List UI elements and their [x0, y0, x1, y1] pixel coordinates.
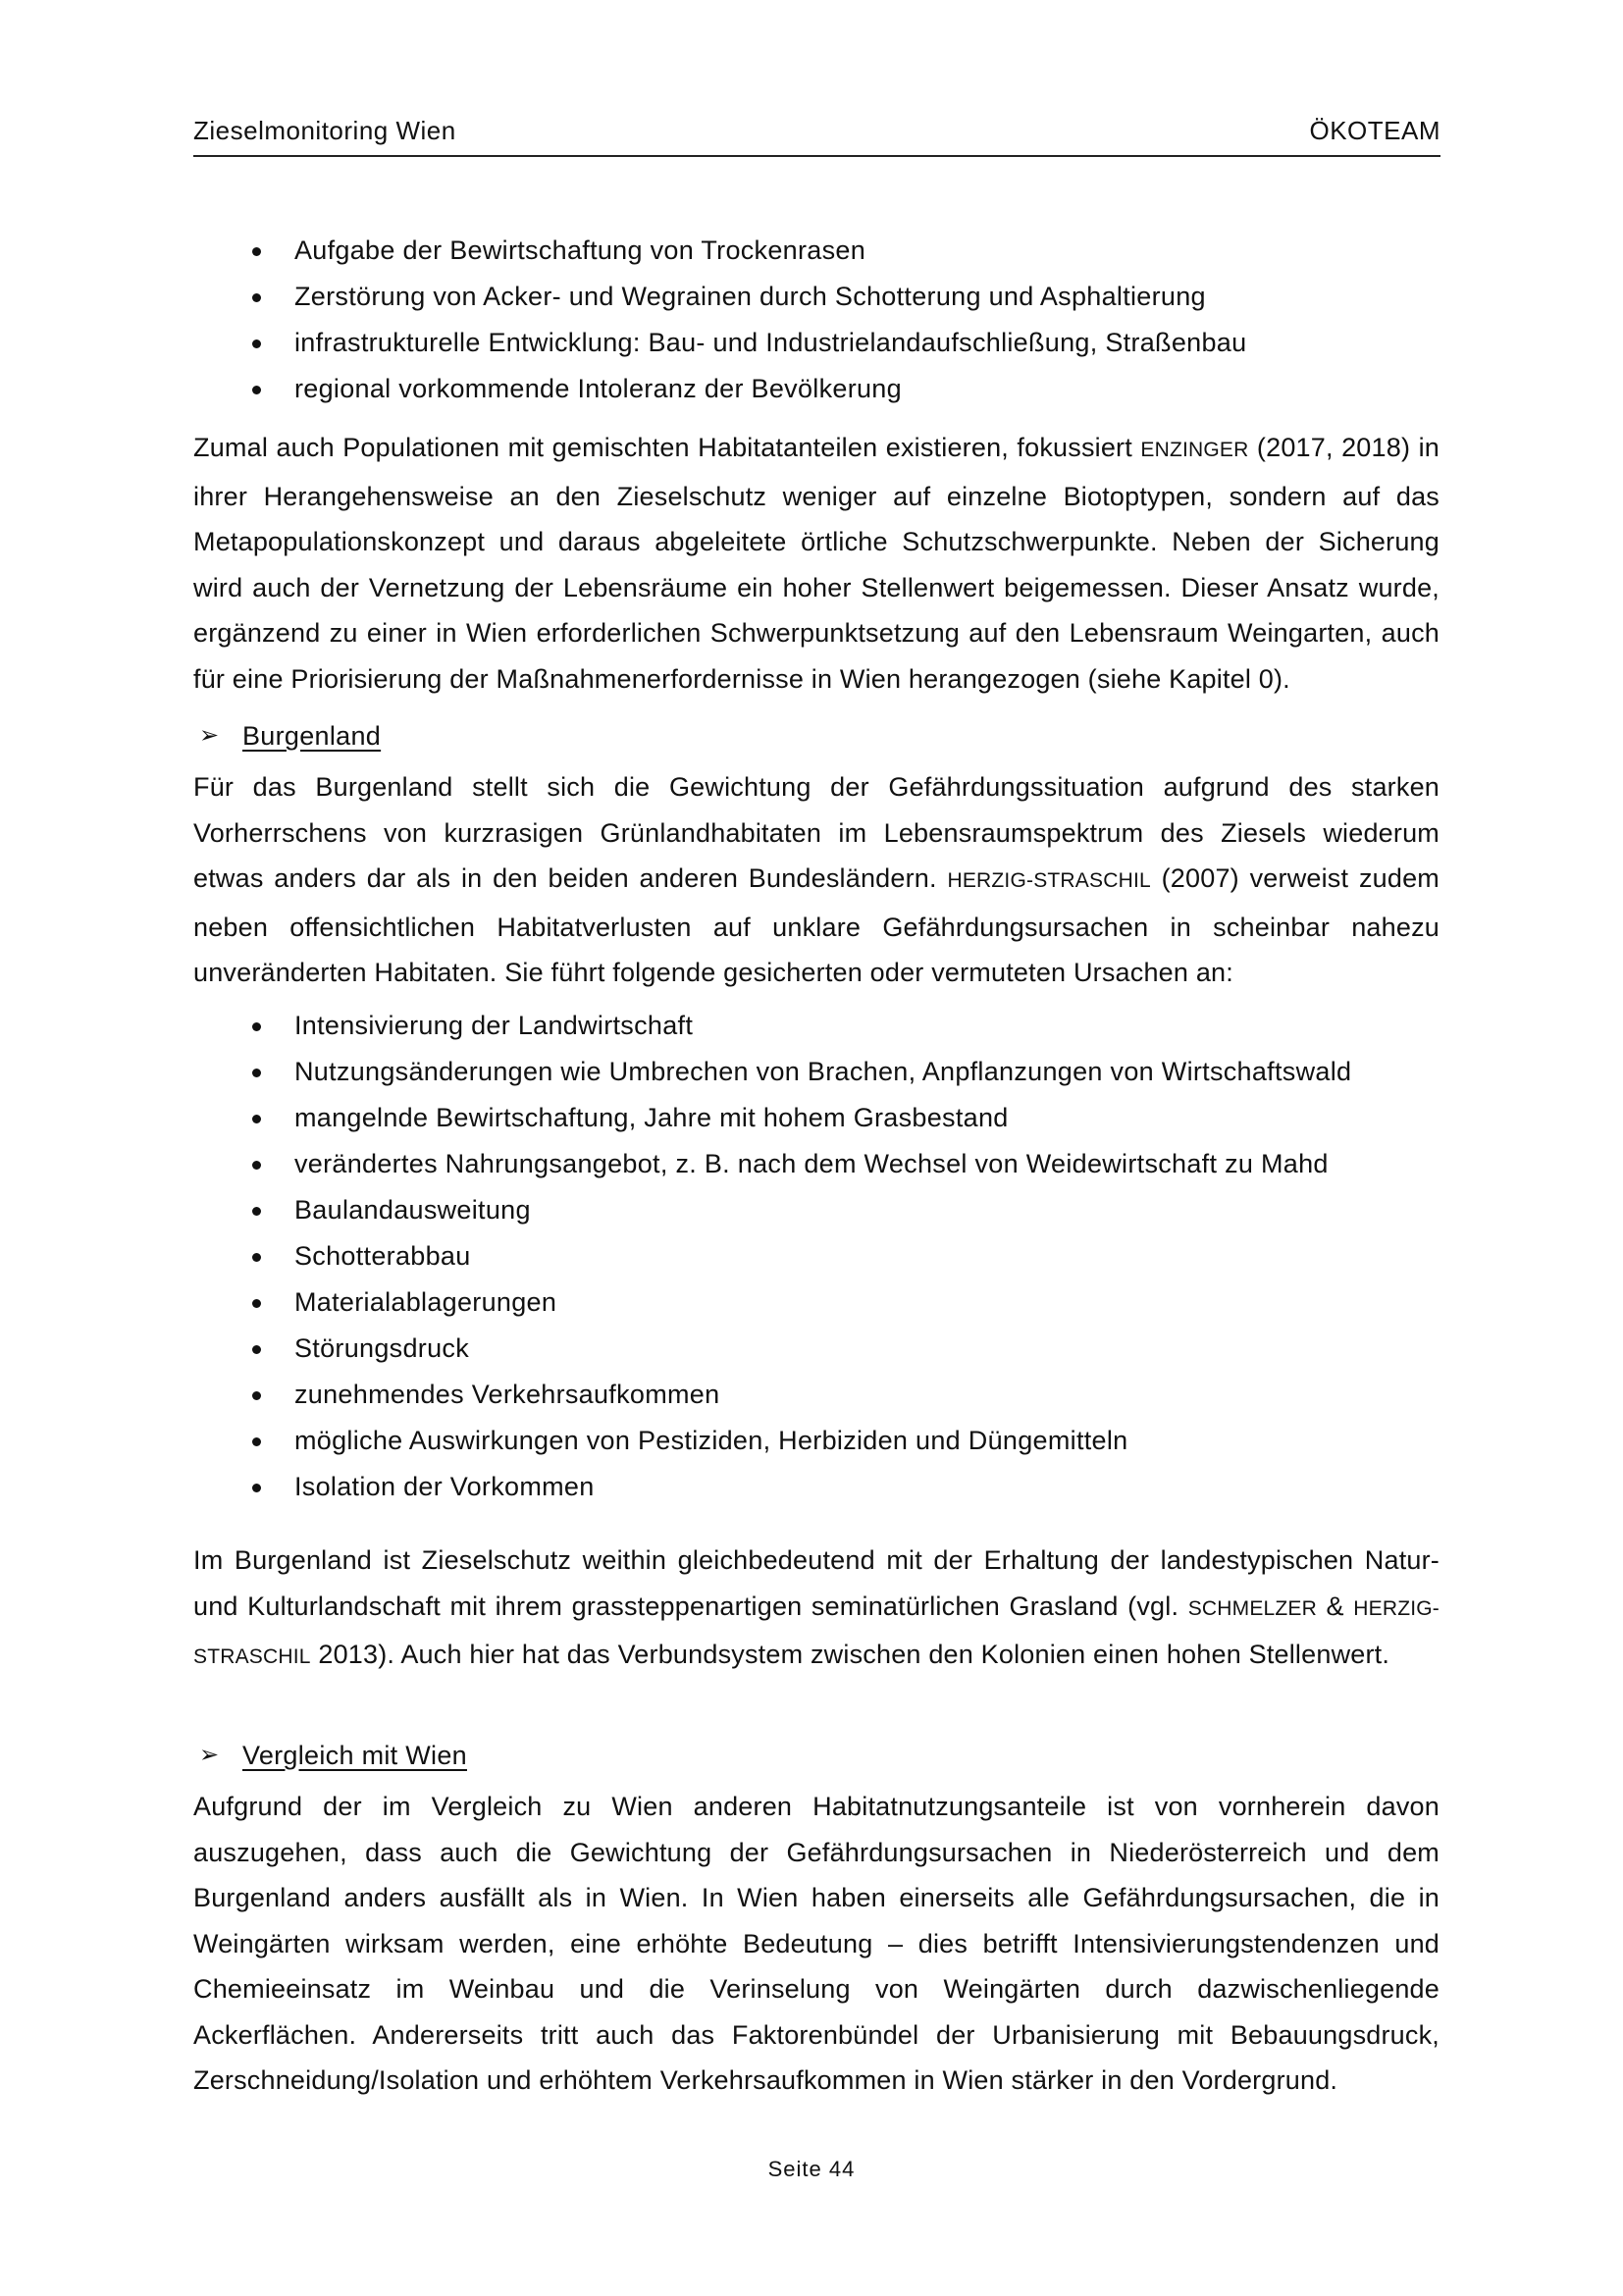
paragraph-vergleich: Aufgrund der im Vergleich zu Wien anderen Habitatnutzungsanteile ist von vornherein davon auszugehen, dass auch die Gewichtung der Gefährdungsursachen in Niederösterreich und dem Burgenland anders ausfällt als in Wien. In Wien haben einerseits alle Gefährdungsursachen, die in Weingärten wirksam werden, eine erhöhte Bedeutung – dies betrifft Intensivierungstendenzen und Chemieeinsatz im Weinbau und die Verinselung von Weingärten durch dazwischenliegende Ackerflächen. Andererseits tritt auch das Faktorenbündel der Urbanisierung mit Bebauungsdruck, Zerschneidung/Isolation und erhöhtem Verkehrsaufkommen in Wien stärker in den Vordergrund. — [193, 1792, 1440, 2095]
paragraph-burgenland-conclusion: Im Burgenland ist Zieselschutz weithin gleichbedeutend mit der Erhaltung der landestypischen Natur- und Kulturlandschaft mit ihrem grassteppenartigen seminatürlichen Grasland (vgl. SCHMELZER & HERZIG-STRASCHIL 2013). Auch hier hat das Verbundsystem zwischen den Kolonien einen hohen Stellenwert. — [193, 1545, 1440, 1669]
list-item: Baulandausweitung — [193, 1187, 1440, 1233]
list-item: infrastrukturelle Entwicklung: Bau- und Industrielandaufschließung, Straßenbau — [193, 320, 1440, 366]
author-name: ENZINGER — [1140, 439, 1249, 461]
page-header — [193, 116, 1440, 157]
section-title: Vergleich mit Wien — [242, 1741, 467, 1770]
list-item: Nutzungsänderungen wie Umbrechen von Brachen, Anpflanzungen von Wirtschaftswald — [193, 1049, 1440, 1095]
list-item: Intensivierung der Landwirtschaft — [193, 1003, 1440, 1049]
arrow-bullet-icon: ➢ — [199, 722, 220, 749]
section-heading-burgenland — [193, 712, 1440, 759]
list-item: verändertes Nahrungsangebot, z. B. nach dem Wechsel von Weidewirtschaft zu Mahd — [193, 1141, 1440, 1187]
list-item: Isolation der Vorkommen — [193, 1464, 1440, 1510]
author-name: HERZIG-STRASCHIL — [193, 1596, 1440, 1668]
header-title: Zieselmonitoring Wien — [193, 116, 456, 145]
page-number: Seite 44 — [767, 2157, 856, 2181]
list-item: Materialablagerungen — [193, 1279, 1440, 1326]
list-item: Aufgabe der Bewirtschaftung von Trockenrasen — [193, 228, 1440, 274]
threat-list-1 — [193, 228, 1440, 412]
section-heading-vergleich — [193, 1732, 1440, 1779]
list-item: mangelnde Bewirtschaftung, Jahre mit hohem Grasbestand — [193, 1095, 1440, 1141]
list-item: mögliche Auswirkungen von Pestiziden, Herbiziden und Düngemitteln — [193, 1418, 1440, 1464]
section-title: Burgenland — [242, 721, 382, 751]
header-organization: ÖKOTEAM — [1309, 116, 1440, 145]
arrow-bullet-icon: ➢ — [199, 1742, 220, 1768]
author-name: HERZIG-STRASCHIL — [947, 869, 1151, 892]
threat-list-2 — [193, 1003, 1440, 1510]
list-item: Störungsdruck — [193, 1326, 1440, 1372]
list-item: zunehmendes Verkehrsaufkommen — [193, 1372, 1440, 1418]
list-item: regional vorkommende Intoleranz der Bevölkerung — [193, 366, 1440, 412]
paragraph-burgenland: Für das Burgenland stellt sich die Gewichtung der Gefährdungssituation aufgrund des starken Vorherrschens von kurzrasigen Grünlandhabitaten im Lebensraumspektrum des Ziesels wiederum etwas anders dar als in den beiden anderen Bundesländern. HERZIG-STRASCHIL (2007) verweist zudem neben offensichtlichen Habitatverlusten auf unklare Gefährdungsursachen in scheinbar nahezu unveränderten Habitaten. Sie führt folgende gesicherten oder vermuteten Ursachen an: — [193, 772, 1440, 987]
list-item: Schotterabbau — [193, 1233, 1440, 1279]
list-item: Zerstörung von Acker- und Wegrainen durch Schotterung und Asphaltierung — [193, 274, 1440, 320]
paragraph-enzinger: Zumal auch Populationen mit gemischten Habitatanteilen existieren, fokussiert ENZINGER (2017, 2018) in ihrer Herangehensweise an den Zieselschutz weniger auf einzelne Biotoptypen, sondern auf das Metapopulationskonzept und daraus abgeleitete örtliche Schutzschwerpunkte. Neben der Sicherung wird auch der Vernetzung der Lebensräume ein hoher Stellenwert beigemessen. Dieser Ansatz wurde, ergänzend zu einer in Wien erforderlichen Schwerpunktsetzung auf den Lebensraum Weingarten, auch für eine Priorisierung der Maßnahmenerfordernisse in Wien herangezogen (siehe Kapitel 0). — [193, 433, 1440, 694]
author-name: SCHMELZER — [1187, 1596, 1318, 1620]
